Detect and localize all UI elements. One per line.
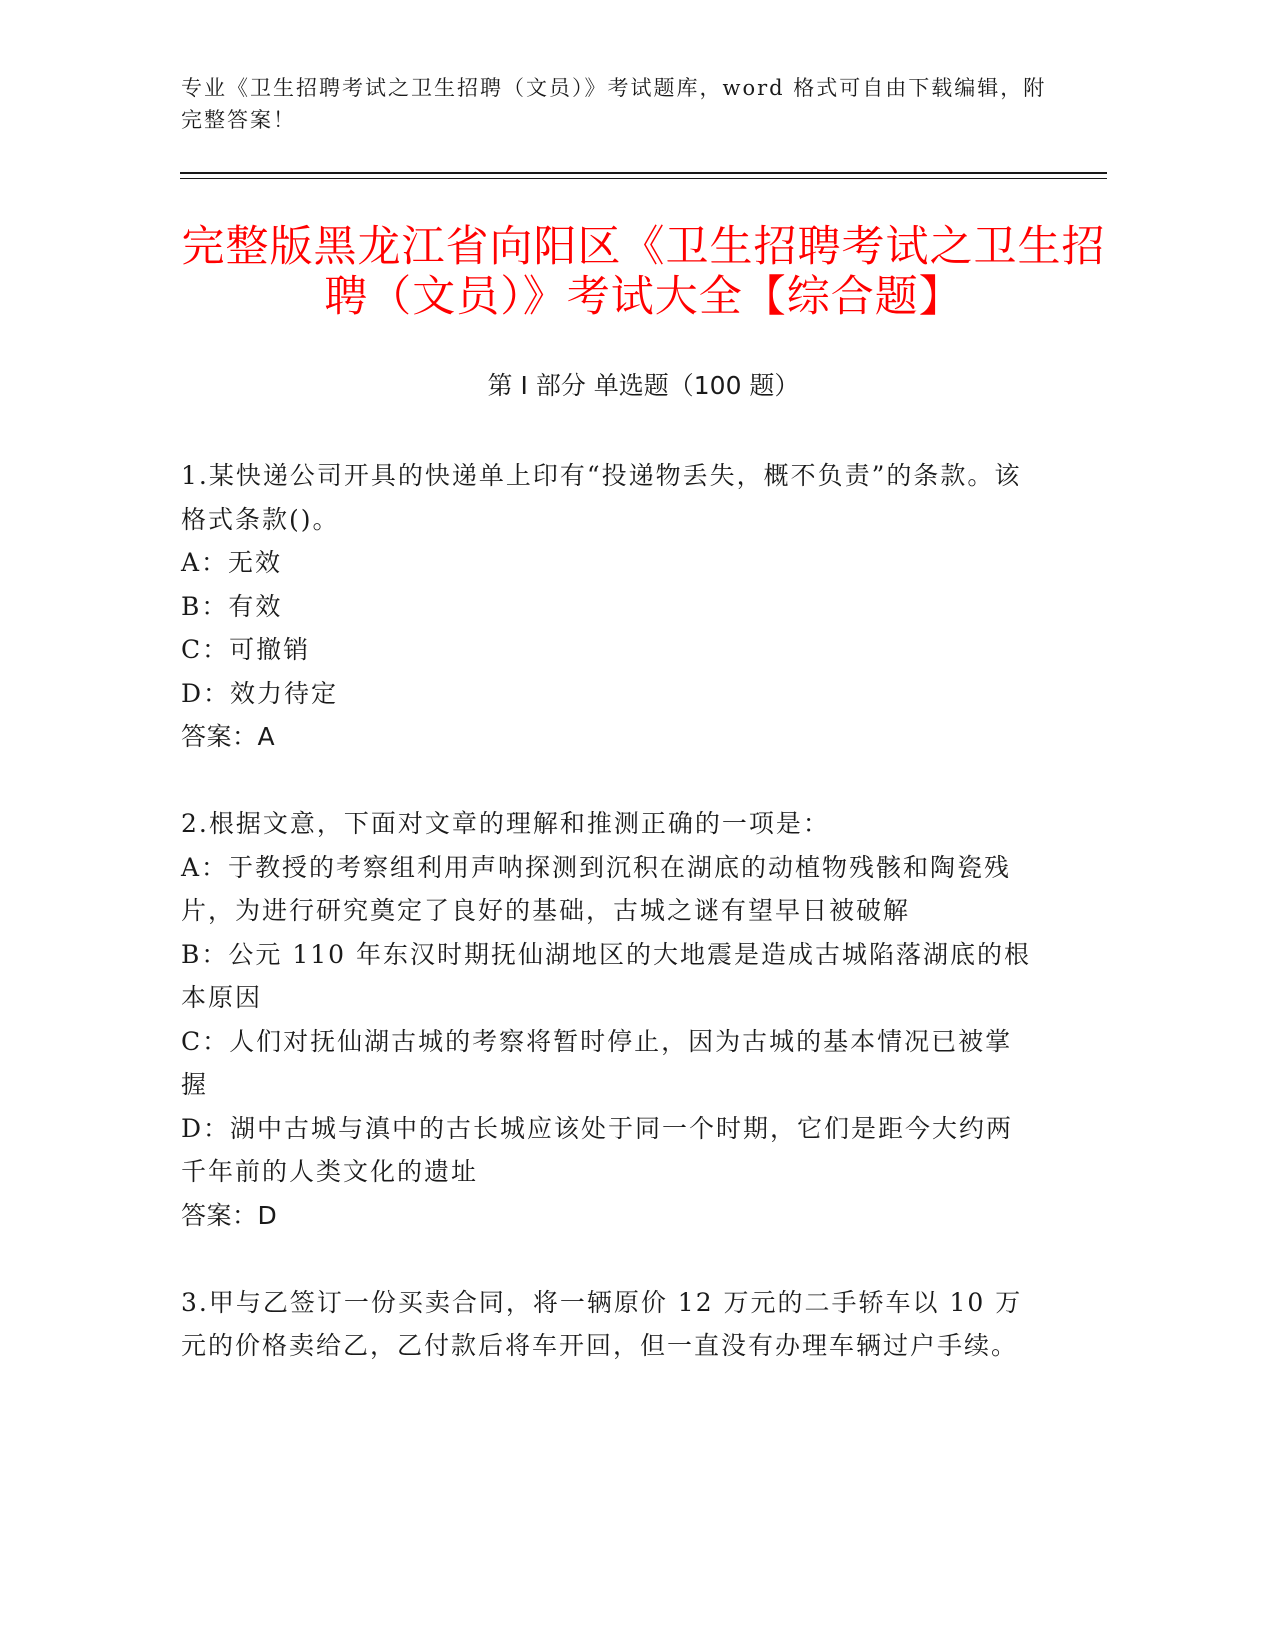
question-stem: 2.根据文意，下面对文章的理解和推测正确的一项是： bbox=[181, 809, 830, 838]
header-note: 专业《卫生招聘考试之卫生招聘（文员）》考试题库，word 格式可自由下载编辑，附完整答案！ bbox=[181, 76, 1047, 132]
header-divider-thin bbox=[180, 178, 1107, 179]
question-2 bbox=[181, 802, 1031, 1237]
document-title: 完整版黑龙江省向阳区《卫生招聘考试之卫生招聘（文员）》考试大全【综合题】 bbox=[181, 222, 1106, 322]
answer-line: 答案：A bbox=[181, 722, 276, 751]
question-stem: 3.甲与乙签订一份买卖合同，将一辆原价 12 万元的二手轿车以 10 万元的价格卖给乙，乙付款后将车开回，但一直没有办理车辆过户手续。 bbox=[181, 1287, 1023, 1360]
option-b: B：公元 110 年东汉时期抚仙湖地区的大地震是造成古城陷落湖底的根本原因 bbox=[181, 939, 1031, 1012]
header-divider-thick bbox=[180, 172, 1107, 174]
option-c: C：可撤销 bbox=[181, 635, 311, 664]
question-stem: 1.某快递公司开具的快递单上印有“投递物丢失，概不负责”的条款。该格式条款()。 bbox=[181, 461, 1022, 534]
option-b: B：有效 bbox=[181, 591, 283, 621]
question-spacer bbox=[181, 759, 1031, 803]
option-a: A：无效 bbox=[181, 548, 283, 577]
option-a: A：于教授的考察组利用声呐探测到沉积在湖底的动植物残骸和陶瓷残片，为进行研究奠定了良好的基础，古城之谜有望早日被破解 bbox=[181, 852, 1012, 925]
question-3 bbox=[181, 1281, 1031, 1368]
answer-line: 答案：D bbox=[181, 1200, 278, 1230]
question-1 bbox=[181, 454, 1031, 759]
question-spacer bbox=[181, 1237, 1031, 1281]
question-list bbox=[181, 454, 1031, 1368]
option-d: D：湖中古城与滇中的古长城应该处于同一个时期，它们是距今大约两千年前的人类文化的遗址 bbox=[181, 1113, 1014, 1186]
option-c: C：人们对抚仙湖古城的考察将暂时停止，因为古城的基本情况已被掌握 bbox=[181, 1026, 1013, 1099]
option-d: D：效力待定 bbox=[181, 678, 339, 708]
section-title: 第 I 部分 单选题（100 题） bbox=[487, 371, 800, 400]
